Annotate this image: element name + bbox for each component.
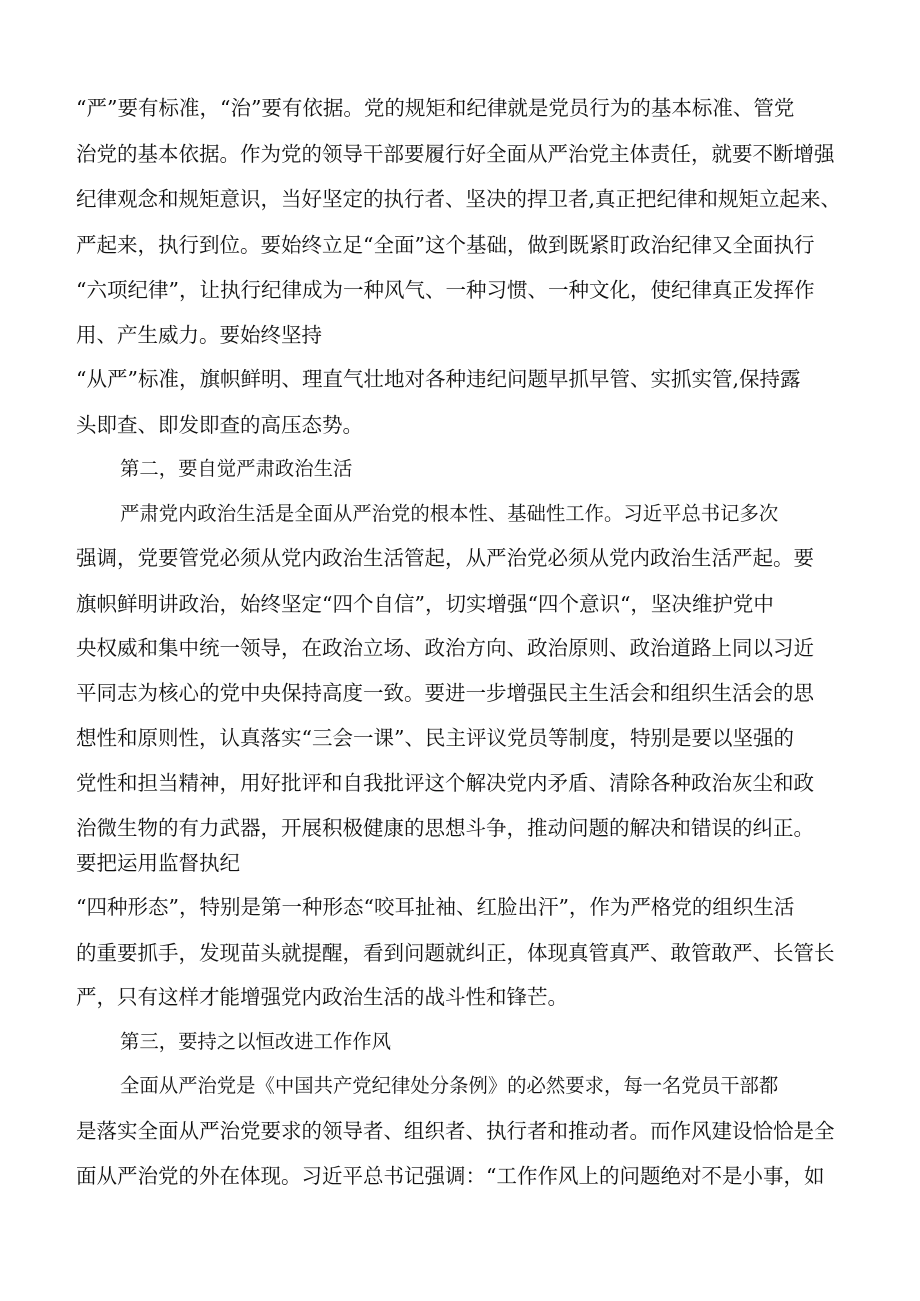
paragraph-line: “四种形态”，特别是第一种形态“咬耳扯袖、红脸出汗”，作为严格党的组织生活 [76, 895, 795, 919]
paragraph-line: 旗帜鲜明讲政治，始终坚定“四个自信”，切实增强“四个意识“，坚决维护党中 [76, 592, 774, 616]
paragraph-line: 的重要抓手，发现苗头就提醒，看到问题就纠正，体现真管真严、敢管敢严、长管长 [76, 941, 835, 965]
paragraph-line: 严肃党内政治生活是全面从严治党的根本性、基础性工作。习近平总书记多次 [120, 502, 779, 525]
paragraph-line: 严，只有这样才能增强党内政治生活的战斗性和锋芒。 [76, 985, 568, 1009]
paragraph-line: 强调，党要管党必须从党内政治生活管起，从严治党必须从党内政治生活严起。要 [76, 546, 814, 570]
paragraph-line: 是落实全面从严治党要求的领导者、组织者、执行者和推动者。而作风建设恰恰是全 [76, 1119, 835, 1143]
paragraph-line: 要把运用监督执纪 [76, 851, 240, 875]
paragraph-line: 央权威和集中统一领导，在政治立场、政治方向、政治原则、政治道路上同以习近 [76, 636, 814, 660]
paragraph-line: “六项纪律”，让执行纪律成为一种风气、一种习惯、一种文化，使纪律真正发挥作 [76, 278, 815, 302]
paragraph-line: 纪律观念和规矩意识，当好坚定的执行者、坚决的捍卫者,真正把纪律和规矩立起来、 [76, 187, 842, 211]
paragraph-line: 全面从严治党是《中国共产党纪律处分条例》的必然要求，每一名党员干部都 [120, 1074, 779, 1097]
paragraph-line: 治党的基本依据。作为党的领导干部要履行好全面从严治党主体责任，就要不断增强 [76, 142, 835, 166]
section-heading: 第二，要自觉严肃政治生活 [120, 457, 353, 480]
paragraph-line: 平同志为核心的党中央保持高度一致。要进一步增强民主生活会和组织生活会的思 [76, 681, 814, 705]
paragraph-line: 想性和原则性，认真落实“三会一课”、民主评议党员等制度，特别是要以坚强的 [76, 726, 794, 750]
section-heading: 第三，要持之以恒改进工作作风 [120, 1030, 392, 1053]
paragraph-line: 用、产生威力。要始终坚持 [76, 323, 322, 347]
paragraph-line: 治微生物的有力武器，开展积极健康的思想斗争，推动问题的解决和错误的纠正。 [76, 816, 814, 840]
paragraph-line: “严”要有标准，“治”要有依据。党的规矩和纪律就是党员行为的基本标准、管党 [76, 96, 795, 120]
paragraph-line: 头即查、即发即查的高压态势。 [76, 413, 363, 437]
paragraph-line: 党性和担当精神，用好批评和自我批评这个解决党内矛盾、清除各种政治灰尘和政 [76, 771, 814, 795]
paragraph-line: 严起来，执行到位。要始终立足“全面”这个基础，做到既紧盯政治纪律又全面执行 [76, 233, 815, 257]
paragraph-line: “从严”标准，旗帜鲜明、理直气壮地对各种违纪问题早抓早管、实抓实管,保持露 [76, 367, 801, 391]
paragraph-line: 面从严治党的外在体现。习近平总书记强调：“工作作风上的问题绝对不是小事，如 [76, 1164, 825, 1188]
